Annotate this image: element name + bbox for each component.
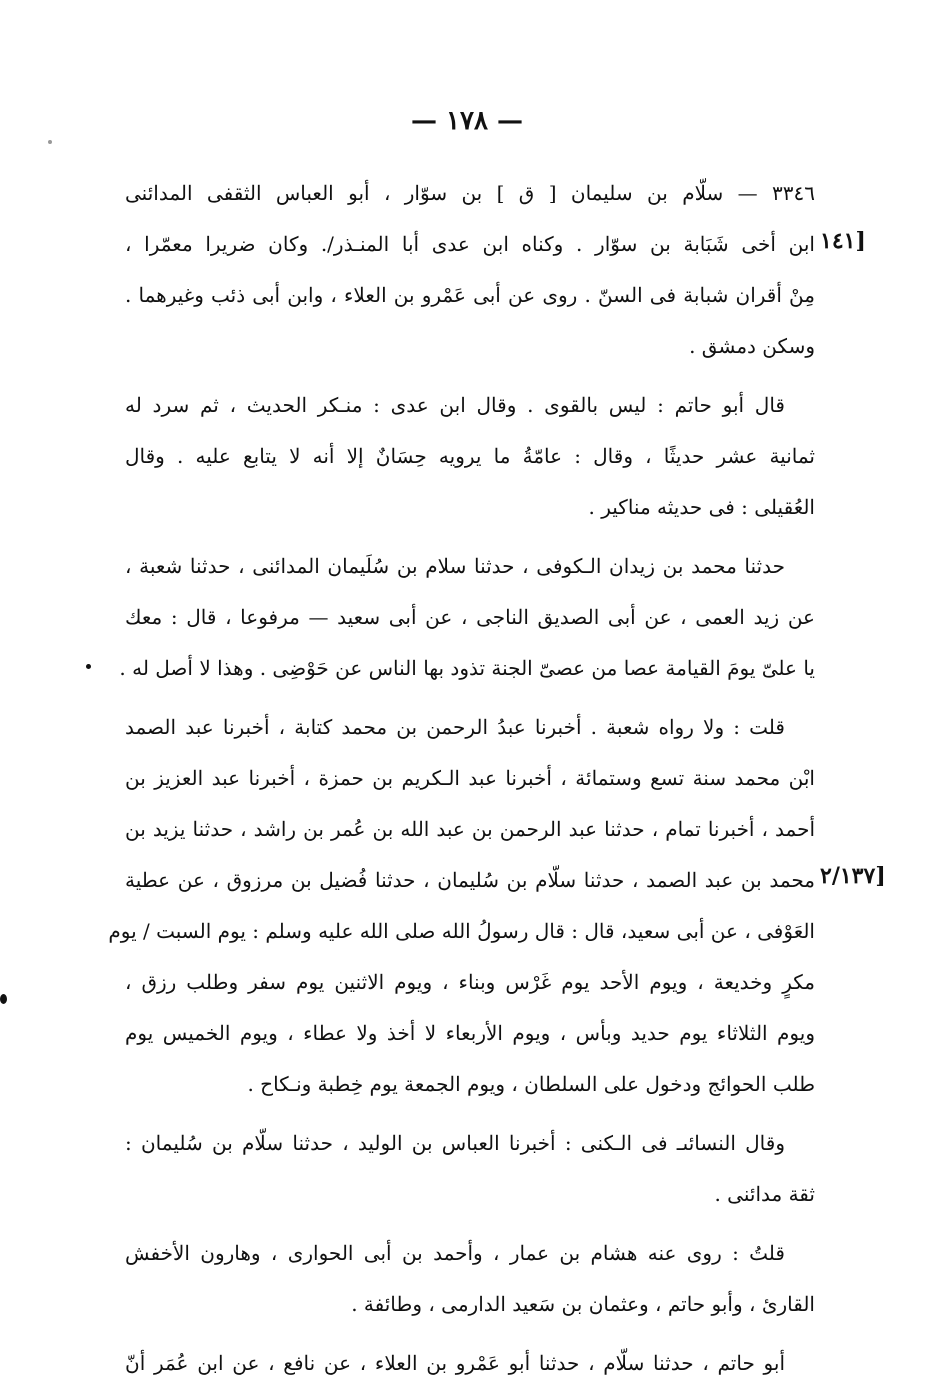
- paragraph-biography: [125, 168, 815, 372]
- ink-speck: [0, 994, 7, 1004]
- paragraph-critics: [125, 380, 815, 533]
- text-line: العَوْفى ، عن أبى سعيد، قال : قال رسولُ الله صلى الله عليه وسلم : يوم السبت / يوم: [108, 919, 815, 943]
- text-line: ٣٣٤٦ — سلّام بن سليمان [ ق ] بن سوّار ، أبو العباس الثقفى المدائنى: [125, 181, 815, 205]
- text-line: قال أبو حاتم : ليس بالقوى . وقال ابن عدى : منـكر الحديث ، ثم سرد له: [125, 393, 785, 417]
- main-text: [108, 168, 815, 1389]
- text-line: قلتُ : روى عنه هشام بن عمار ، وأحمد بن أبى الحوارى ، وهارون الأخفش: [125, 1241, 785, 1265]
- text-line: ثمانية عشر حديثًا ، وقال : عامّةُ ما يرويه حِسَانٌ إلا أنه لا يتابع عليه . وقال: [125, 444, 815, 468]
- paragraph-hadith-2: [108, 702, 815, 1110]
- text-line: ابْن محمد سنة تسع وستمائة ، أخبرنا عبد الـكريم بن حمزة ، أخبرنا عبد العزيز بن: [125, 766, 815, 790]
- margin-reference-141: [١٤١: [820, 228, 866, 254]
- paragraph-nasai: [125, 1118, 815, 1220]
- text-line: يا علىّ يومَ القيامة عصا من عصىّ الجنة تذود بها الناس عن حَوْضِى . وهذا لا أصل له .: [119, 656, 815, 680]
- text-line: طلب الحوائج ودخول على السلطان ، ويوم الجمعة يوم خِطبة ونـكاح .: [247, 1072, 815, 1096]
- paragraph-hadith-1: [119, 541, 815, 694]
- text-line: ابن أخى شَبَابة بن سوّار . وكناه ابن عدى أبا المنـذر/. وكان ضريرا معمّرا ،: [125, 232, 815, 256]
- text-line: مِنْ أقران شبابة فى السنّ . روى عن أبى عَمْرو بن العلاء ، وابن أبى ذئب وغيرهما .: [125, 283, 815, 307]
- text-line: أبو حاتم ، حدثنا سلّام ، حدثنا أبو عَمْرو بن العلاء ، عن نافع ، عن ابن عُمَر أنّ: [125, 1351, 785, 1375]
- paragraph-final: [125, 1338, 815, 1389]
- text-line: العُقيلى : فى حديثه مناكير .: [588, 495, 815, 519]
- page-number: — ١٧٨ —: [410, 106, 524, 136]
- text-line: حدثنا محمد بن زيدان الـكوفى ، حدثنا سلام بن سُلَيمان المدائنى ، حدثنا شعبة ،: [125, 554, 785, 578]
- text-line: عن زيد العمى ، عن أبى الصديق الناجى ، عن أبى سعيد — مرفوعا ، قال : معك: [125, 605, 815, 629]
- margin-reference-137: [٢/١٣٧: [820, 863, 886, 889]
- text-line: أحمد ، أخبرنا تمام ، حدثنا عبد الرحمن بن عبد الله بن عُمر بن راشد ، حدثنا يزيد بن: [125, 817, 815, 841]
- text-line: وسكن دمشق .: [689, 334, 815, 358]
- text-line: قلت : ولا رواه شعبة . أخبرنا عبدُ الرحمن بن محمد كتابة ، أخبرنا عبد الصمد: [125, 715, 785, 739]
- text-line: مكرٍ وخديعة ، ويوم الأحد يوم غَرْس وبناء ، ويوم الاثنين يوم سفر وطلب رزق ،: [125, 970, 815, 994]
- text-line: وقال النسائىـ فى الـكنى : أخبرنا العباس بن الوليد ، حدثنا سلّام بن سُليمان :: [125, 1131, 785, 1155]
- text-line: ثقة مدائنى .: [714, 1182, 815, 1206]
- ink-speck: [48, 140, 52, 144]
- text-line: محمد بن عبد الصمد ، حدثنا سلّام بن سُليمان ، حدثنا فُضيل بن مرزوق ، عن عطية: [125, 868, 815, 892]
- text-line: ويوم الثلاثاء يوم حديد وبأس ، ويوم الأربعاء لا أخذ ولا عطاء ، ويوم الخميس يوم: [125, 1021, 815, 1045]
- paragraph-narrators: [125, 1228, 815, 1330]
- text-line: القارئ ، وأبو حاتم ، وعثمان بن سَعيد الدارمى ، وطائفة .: [351, 1292, 815, 1316]
- ink-speck: [86, 664, 91, 669]
